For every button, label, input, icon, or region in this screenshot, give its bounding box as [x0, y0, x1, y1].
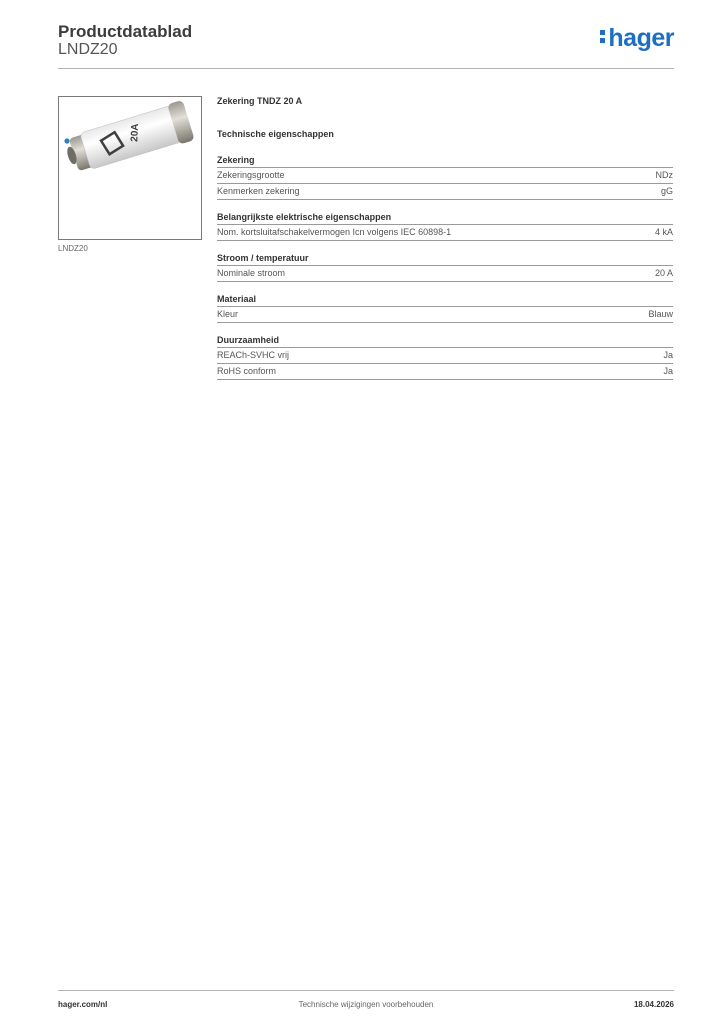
spec-row: [217, 183, 673, 200]
spec-group-current: [217, 253, 673, 282]
spec-group-electrical: [217, 212, 673, 241]
spec-label: Nom. kortsluitafschakelvermogen Icn volgens IEC 60898-1: [217, 227, 452, 237]
spec-value: 4 kA: [654, 227, 673, 237]
website-link[interactable]: hager.com/nl: [58, 1000, 108, 1009]
page-header: [58, 20, 674, 69]
spec-label: Kenmerken zekering: [217, 186, 300, 196]
image-caption: LNDZ20: [58, 244, 88, 253]
section-heading: Technische eigenschappen: [217, 129, 334, 139]
spec-label: Kleur: [217, 309, 239, 319]
spec-row: [217, 265, 673, 282]
blue-indicator-icon: [64, 138, 69, 143]
spec-group-sustainability: [217, 335, 673, 380]
group-heading: Belangrijkste elektrische eigenschappen: [217, 212, 392, 222]
spec-label: Zekeringsgrootte: [217, 170, 285, 180]
group-heading: Materiaal: [217, 294, 257, 304]
spec-row: [217, 167, 673, 183]
product-image: [58, 96, 202, 240]
spec-label: REACh-SVHC vrij: [217, 350, 290, 360]
spec-value: Ja: [663, 366, 673, 376]
spec-value: 20 A: [654, 268, 673, 278]
product-name: Zekering TNDZ 20 A: [217, 96, 303, 106]
group-heading: Duurzaamheid: [217, 335, 280, 345]
spec-row: [217, 224, 673, 241]
spec-label: RoHS conform: [217, 366, 277, 376]
group-heading: Zekering: [217, 155, 255, 165]
spec-row: [217, 347, 673, 363]
spec-row: [217, 363, 673, 380]
page-title: Productdatablad: [58, 22, 193, 41]
spec-value: gG: [660, 186, 673, 196]
spec-group-zekering: [217, 155, 673, 200]
logo-dots-icon: [600, 30, 606, 44]
logo-text: hager: [608, 24, 674, 52]
group-heading: Stroom / temperatuur: [217, 253, 309, 263]
hager-logo: [600, 24, 674, 53]
fuse-illustration: [59, 97, 201, 239]
spec-group-material: [217, 294, 673, 323]
page-footer: [58, 990, 674, 1015]
spec-value: NDz: [655, 170, 673, 180]
footer-date: 18.04.2026: [633, 1000, 674, 1009]
product-code: LNDZ20: [58, 41, 118, 58]
spec-label: Nominale stroom: [217, 268, 286, 278]
specifications: [217, 96, 673, 380]
spec-value: Ja: [663, 350, 673, 360]
spec-row: [217, 306, 673, 323]
footer-note: Technische wijzigingen voorbehouden: [298, 1000, 434, 1009]
fuse-rating-label: 20A: [129, 123, 142, 143]
spec-value: Blauw: [648, 309, 673, 319]
